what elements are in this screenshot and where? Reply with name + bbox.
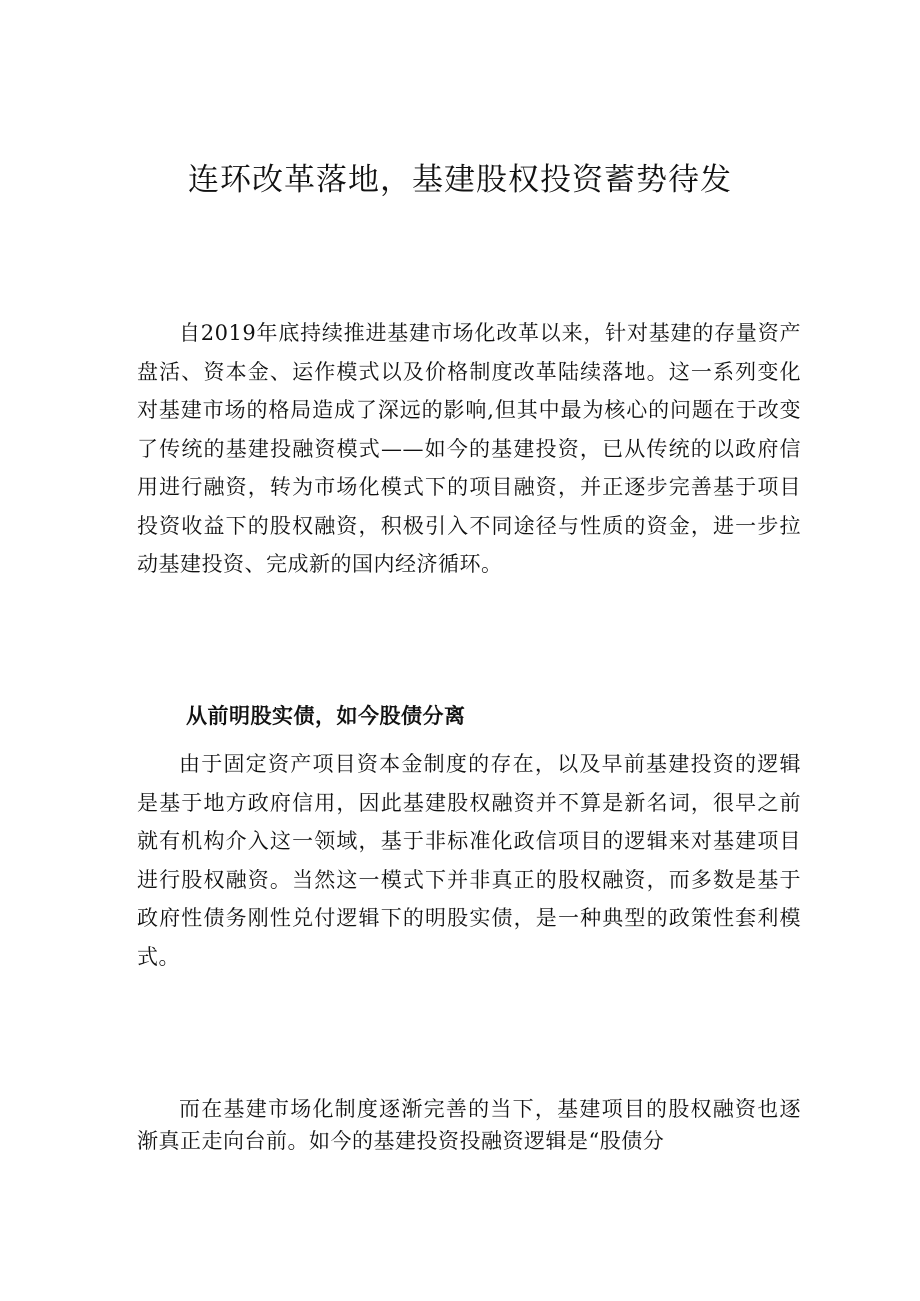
section-paragraph-2: 而在基建市场化制度逐渐完善的当下，基建项目的股权融资也逐渐真正走向台前。如今的基建投资投融资逻辑是“股债分 [137, 1097, 801, 1153]
section-paragraph-1: 由于固定资产项目资本金制度的存在，以及早前基建投资的逻辑是基于地方政府信用，因此基建股权融资并不算是新名词，很早之前就有机构介入这一领域，基于非标准化政信项目的逻辑来对基建项目进行股权融资。当然这一模式下并非真正的股权融资，而多数是基于政府性债务刚性兑付逻辑下的明股实债，是一种典型的政策性套利模式。 [137, 752, 801, 969]
intro-paragraph: 自2019年底持续推进基建市场化改革以来，针对基建的存量资产盘活、资本金、运作模式以及价格制度改革陆续落地。这一系列变化对基建市场的格局造成了深远的影响,但其中最为核心的问题在于改变了传统的基建投融资模式——如今的基建投资，已从传统的以政府信用进行融资，转为市场化模式下的项目融资，并正逐步完善基于项目投资收益下的股权融资，积极引入不同途径与性质的资金，进一步拉动基建投资、完成新的国内经济循环。 [137, 321, 801, 576]
section-heading: 从前明股实债，如今股债分离 [186, 703, 466, 728]
document-title: 连环改革落地，基建股权投资蓄势待发 [188, 162, 732, 198]
